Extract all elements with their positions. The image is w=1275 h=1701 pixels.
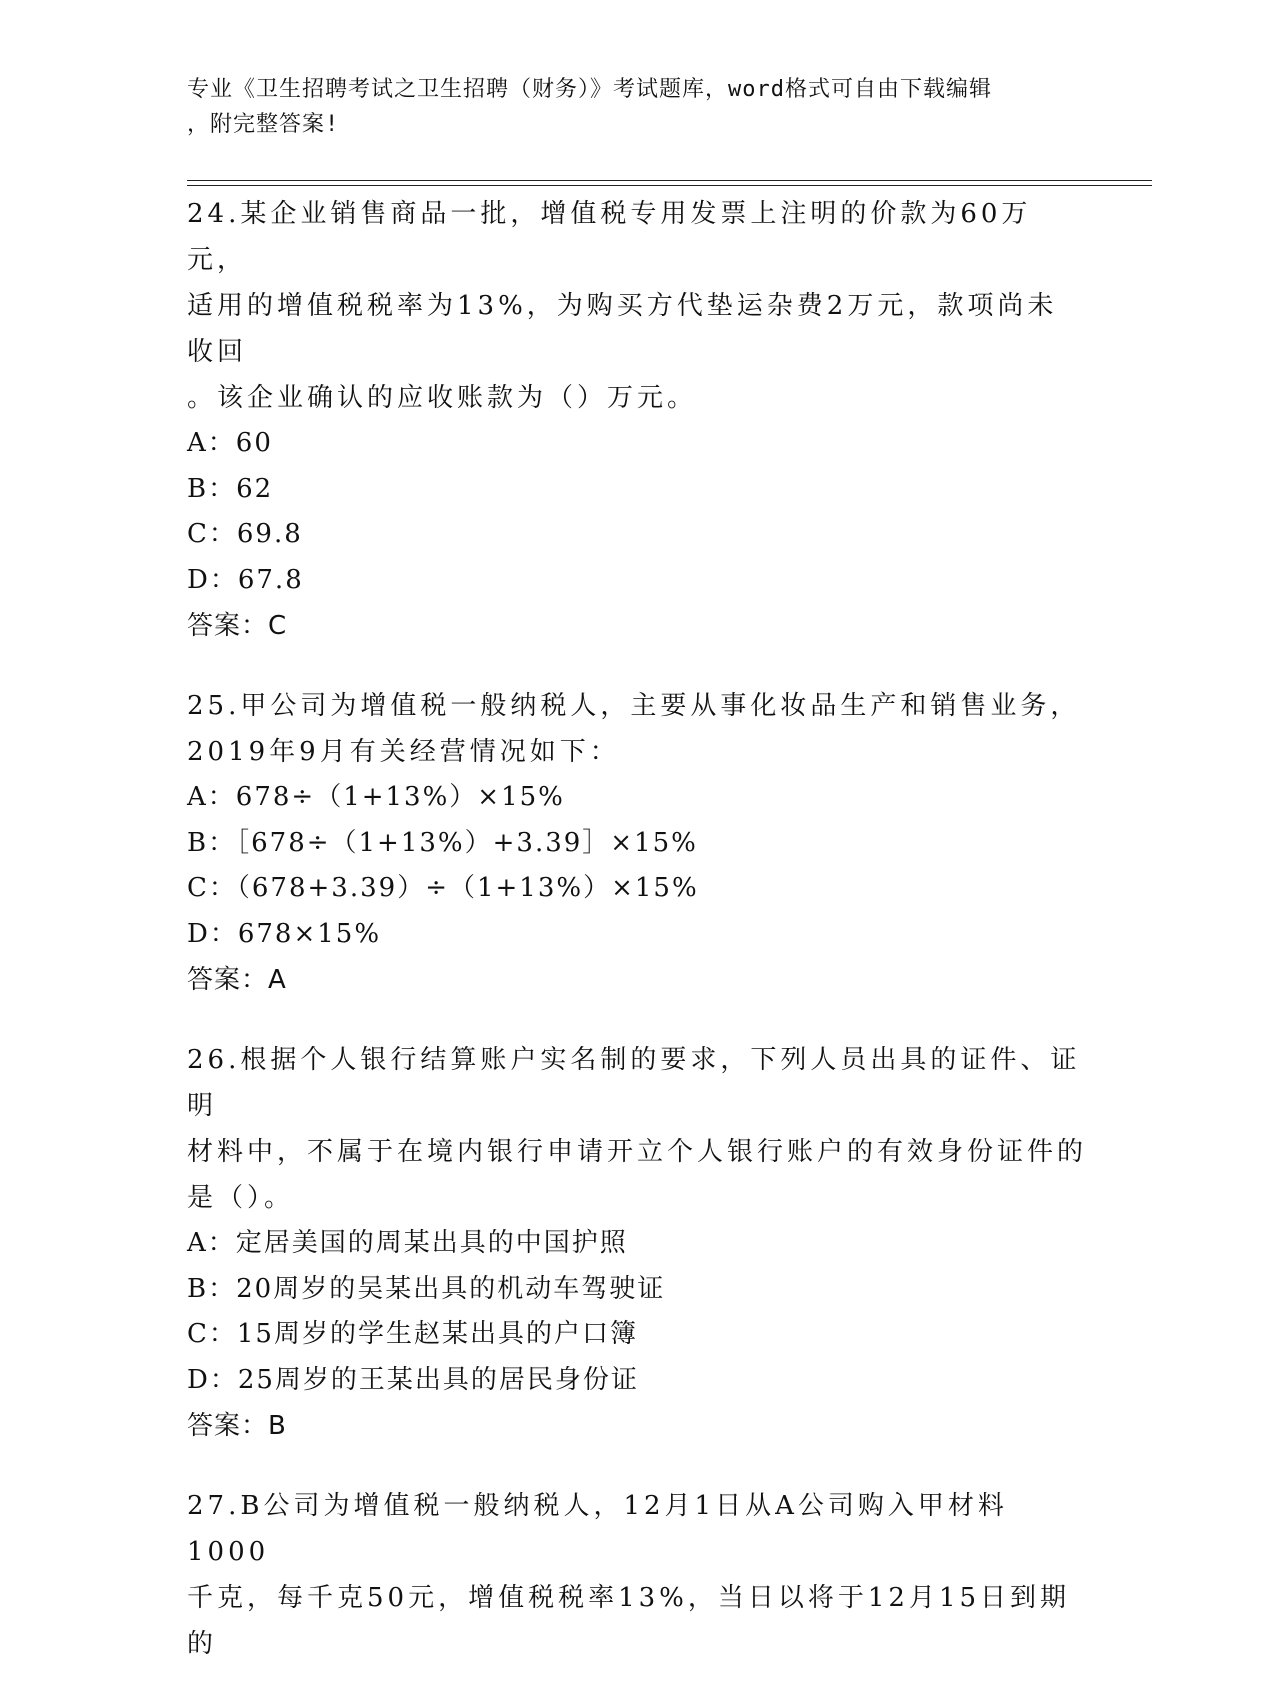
stem-line: 材料中，不属于在境内银行申请开立个人银行账户的有效身份证件的 [187,1137,1088,1167]
option-b: B：62 [187,473,274,504]
header-line-1: 专业《卫生招聘考试之卫生招聘（财务）》考试题库，word格式可自由下载编辑 [187,77,992,102]
option-a: A：678÷（1+13%）×15% [187,782,565,812]
stem-line: 27.B公司为增值税一般纳税人，12月1日从A公司购入甲材料1000 [187,1491,1008,1567]
header-line-2: ，附完整答案! [187,112,340,137]
option-d: D：67.8 [187,564,304,595]
question-stem [187,191,1087,421]
stem-line: 千克，每千克50元，增值税税率13%，当日以将于12月15日到期的 [187,1583,1071,1659]
question-stem [187,1037,1087,1221]
stem-line: 26.根据个人银行结算账户实名制的要求，下列人员出具的证件、证明 [187,1045,1081,1121]
question-stem [187,683,1087,775]
question-25 [187,683,1087,1003]
option-a: A：定居美国的周某出具的中国护照 [187,1228,628,1258]
answer: 答案：A [187,965,287,995]
option-c: C：（678+3.39）÷（1+13%）×15% [187,873,699,903]
option-d: D：25周岁的王某出具的居民身份证 [187,1364,639,1395]
header-divider-bottom [187,185,1152,186]
stem-line: 适用的增值税税率为13%，为购买方代垫运杂费2万元，款项尚未收回 [187,291,1058,367]
stem-line: 2019年9月有关经营情况如下： [187,737,620,767]
option-b: B：20周岁的吴某出具的机动车驾驶证 [187,1273,666,1304]
stem-line: 24.某企业销售商品一批，增值税专用发票上注明的价款为60万元， [187,199,1032,275]
stem-line: 是（）。 [187,1183,295,1213]
option-b: B：［678÷（1+13%）+3.39］×15% [187,827,698,858]
option-c: C：69.8 [187,519,303,549]
document-header [187,72,1067,142]
question-24 [187,191,1087,649]
question-list [187,191,1087,1701]
question-26 [187,1037,1087,1449]
header-divider-top [187,180,1152,181]
answer: 答案：B [187,1411,287,1441]
option-d: D：678×15% [187,918,382,949]
question-stem [187,1483,1087,1667]
stem-line: 25.甲公司为增值税一般纳税人，主要从事化妆品生产和销售业务， [187,691,1081,721]
answer: 答案：C [187,611,288,641]
question-27 [187,1483,1087,1667]
stem-line: 。该企业确认的应收账款为（）万元。 [187,383,698,413]
option-a: A：60 [187,428,273,458]
option-c: C：15周岁的学生赵某出具的户口簿 [187,1319,638,1349]
